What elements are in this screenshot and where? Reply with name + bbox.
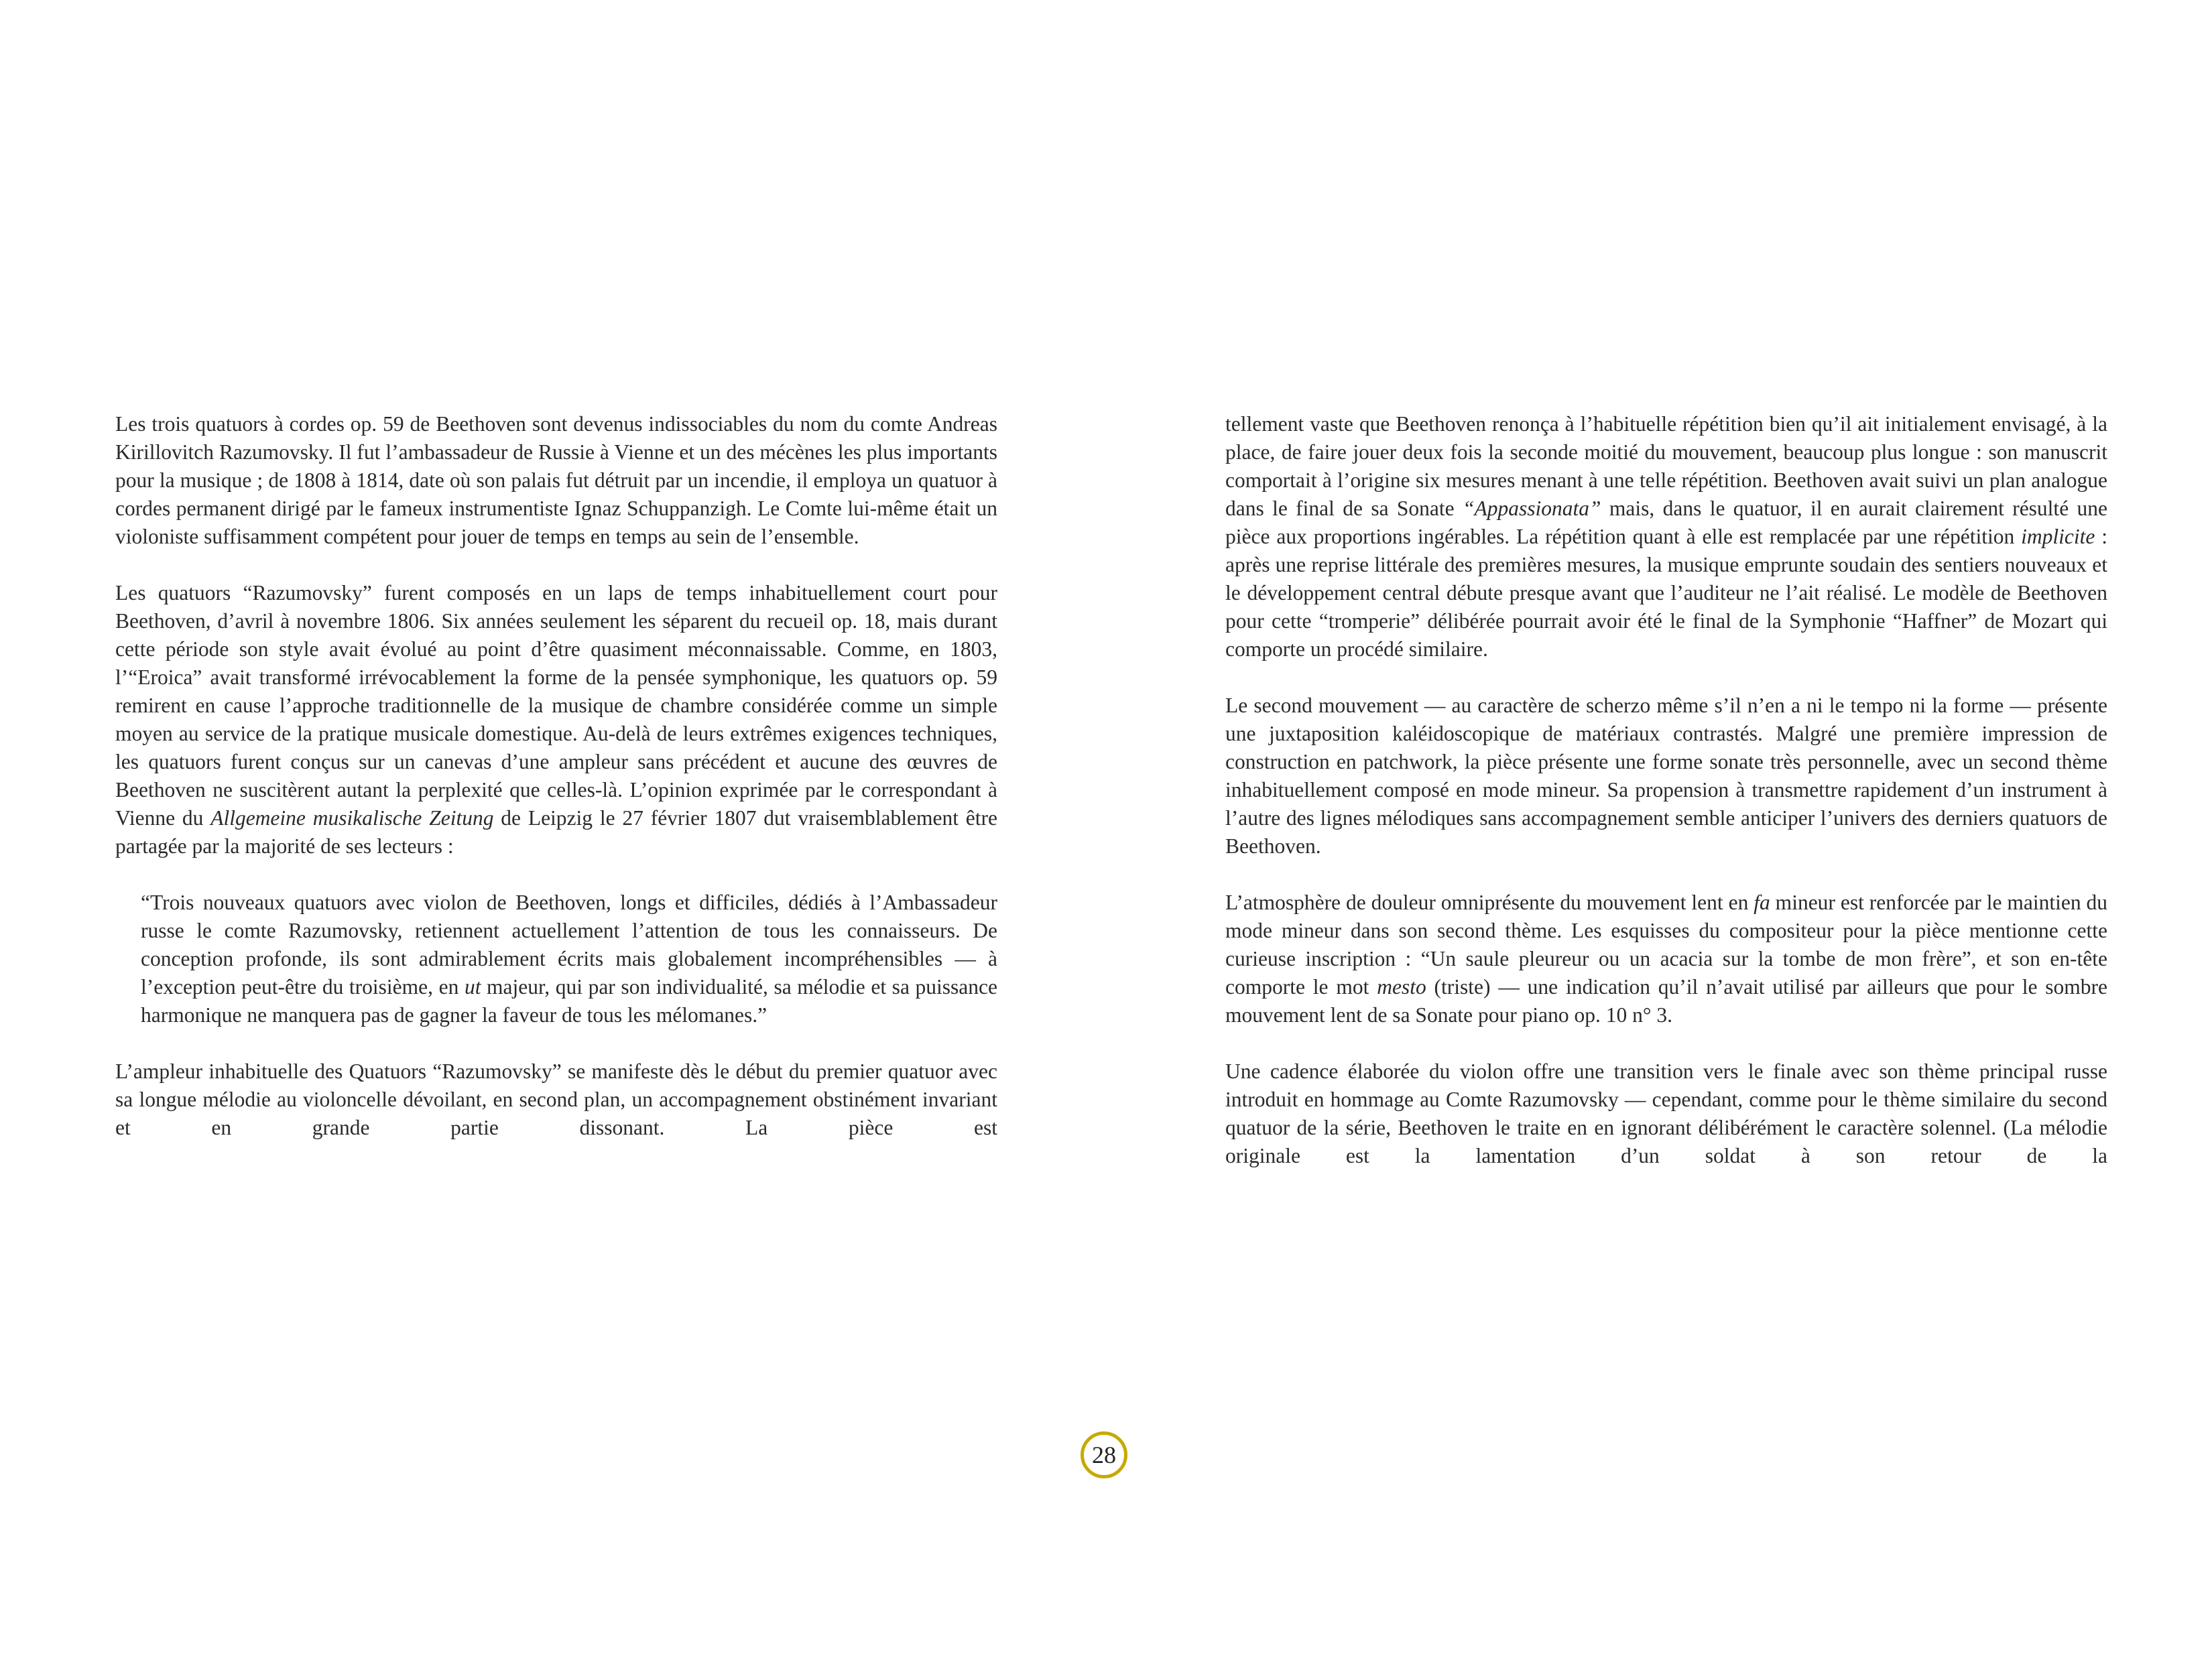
paragraph-finale: Une cadence élaborée du violon offre une transition vers le finale avec son thème principal russe introduit en hommage au Comte Razumovsky — cependant, comme pour le thème similaire du second quatuor de la série, Beethoven le traite en en ignorant délibérément le caractère solennel. (La mélodie originale est la lamentation d’un soldat à son retour de la: [1225, 1060, 2107, 1167]
left-column: [115, 410, 997, 1142]
right-column: [1225, 410, 2107, 1170]
block-quote: “Trois nouveaux quatuors avec violon de Beethoven, longs et difficiles, dédiés à l’Ambassadeur russe le comte Razumovsky, retiennent actuellement l’attention de tous les connaisseurs. De conception profonde, ils sont admirablement écrits mais globalement incompréhensibles — à l’exception peut-être du troisième, en ut majeur, qui par son individualité, sa mélodie et sa puissance harmonique ne manquera pas de gagner la faveur de tous les mélomanes.”: [141, 891, 997, 1027]
paragraph-composition: Les quatuors “Razumovsky” furent composés en un laps de temps inhabituellement court pour Beethoven, d’avril à novembre 1806. Six années seulement les séparent du recueil op. 18, mais durant cette période son style avait évolué au point d’être quasiment méconnaissable. Comme, en 1803, l’“Eroica” avait transformé irrévocablement la forme de la pensée symphonique, les quatuors op. 59 remirent en cause l’approche traditionnelle de la musique de chambre considérée comme un simple moyen au service de la pratique musicale domestique. Au-delà de leurs extrêmes exigences techniques, les quatuors furent conçus sur un canevas d’une ampleur sans précédent et aucune des œuvres de Beethoven ne suscitèrent autant la perplexité que celles-là. L’opinion exprimée par le correspondant à Vienne du Allgemeine musikalische Zeitung de Leipzig le 27 février 1807 dut vraisemblablement être partagée par la majorité de ses lecteurs :: [115, 581, 998, 858]
paragraph-first-quartet: L’ampleur inhabituelle des Quatuors “Razumovsky” se manifeste dès le début du premier quatuor avec sa longue mélodie au violoncelle dévoilant, en second plan, un accompagnement obstinément invariant et en grande partie dissonant. La pièce est: [115, 1060, 997, 1139]
paragraph-repetition: tellement vaste que Beethoven renonça à l’habituelle répétition bien qu’il ait initialement envisagé, à la place, de faire jouer deux fois la seconde moitié du mouvement, beaucoup plus longue : son manuscrit comportait à l’origine six mesures menant à une telle répétition. Beethoven avait suivi un plan analogue dans le final de sa Sonate “Appassionata” mais, dans le quatuor, il en aurait clairement résulté une pièce aux proportions ingérables. La répétition quant à elle est remplacée par une répétition implicite : après une reprise littérale des premières mesures, la musique emprunte soudain des sentiers nouveaux et le développement central débute presque avant que l’auditeur ne l’ait réalisé. Le modèle de Beethoven pour cette “tromperie” délibérée pourrait avoir été le final de la Symphonie “Haffner” de Mozart qui comporte un procédé similaire.: [1225, 412, 2107, 661]
paragraph-slow-movement: L’atmosphère de douleur omniprésente du mouvement lent en fa mineur est renforcée par le maintien du mode mineur dans son second thème. Les esquisses du compositeur pour la pièce mentionne cette curieuse inscription : “Un saule pleureur ou un acacia sur la tombe de mon frère”, et son en-tête comporte le mot mesto (triste) — une indication qu’il n’avait utilisé par ailleurs que pour le sombre mouvement lent de sa Sonate pour piano op. 10 n° 3.: [1225, 891, 2108, 1027]
paragraph-second-movement: Le second mouvement — au caractère de scherzo même s’il n’en a ni le tempo ni la forme — présente une juxtaposition kaléidoscopique de matériaux contrastés. Malgré une première impression de construction en patchwork, la pièce présente une forme sonate très personnelle, avec un second thème inhabituellement composé en mode mineur. Sa propension à transmettre rapidement d’un instrument à l’autre des lignes mélodiques sans accompagnement semble anticiper l’univers des derniers quatuors de Beethoven.: [1225, 694, 2107, 858]
paragraph-razumovsky-intro: Les trois quatuors à cordes op. 59 de Beethoven sont devenus indissociables du nom du comte Andreas Kirillovitch Razumovsky. Il fut l’ambassadeur de Russie à Vienne et un des mécènes les plus importants pour la musique ; de 1808 à 1814, date où son palais fut détruit par un incendie, il employa un quatuor à cordes permanent dirigé par le fameux instrumentiste Ignaz Schuppanzigh. Le Comte lui-même était un violoniste suffisamment compétent pour jouer de temps en temps au sein de l’ensemble.: [115, 412, 997, 548]
page-number: 28: [1081, 1431, 1127, 1478]
journal-title: Allgemeine musikalische Zeitung: [210, 806, 494, 830]
